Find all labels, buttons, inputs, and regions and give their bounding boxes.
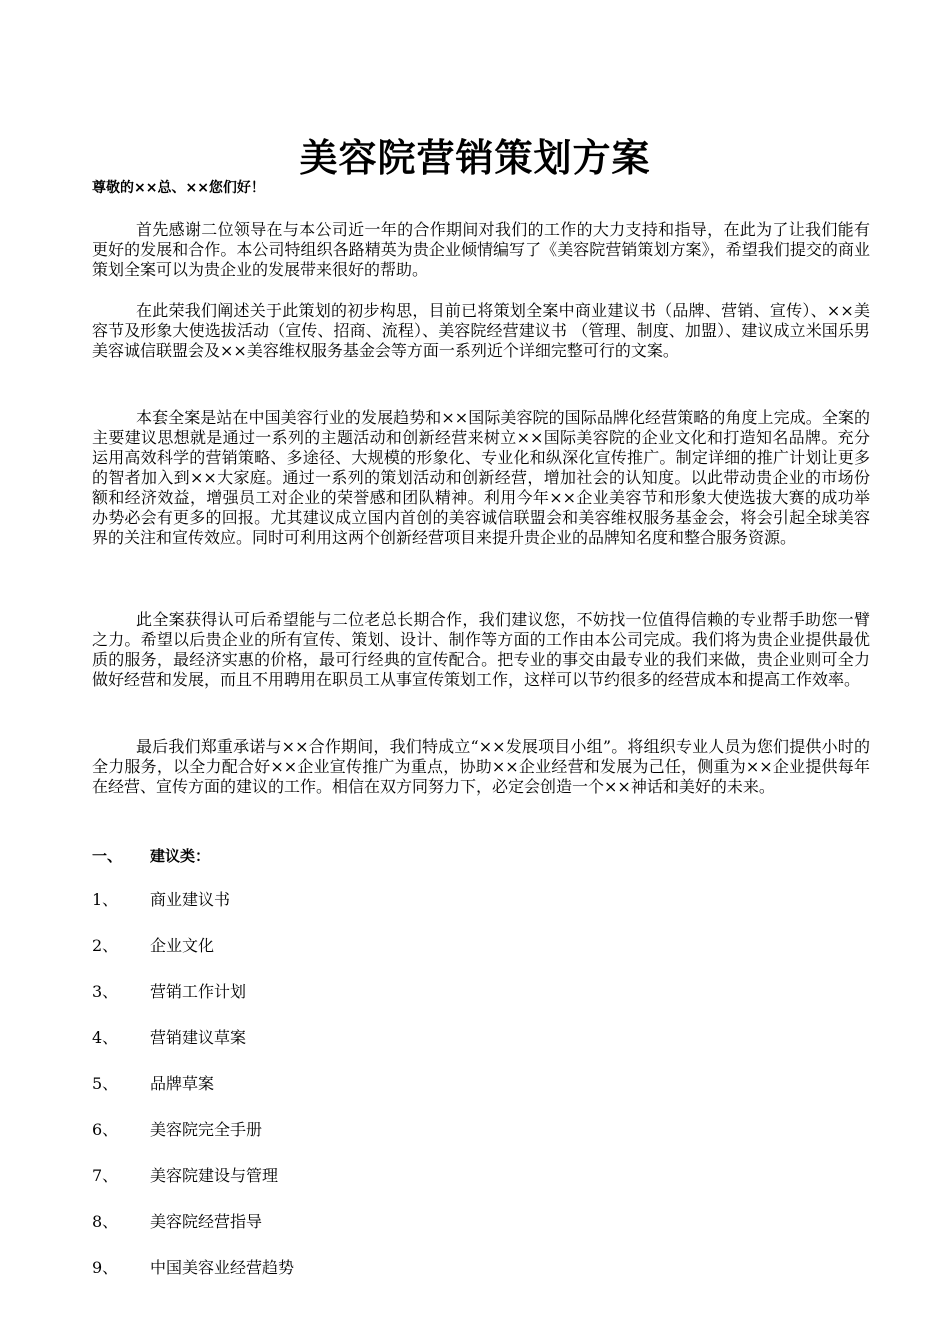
list-item-label: 中国美容业经营趋势 (150, 1258, 295, 1277)
list-item-label: 商业建议书 (150, 890, 231, 909)
list-item-number: 3、 (92, 982, 119, 1001)
section-label: 建议类： (150, 847, 211, 865)
list-item-label: 营销建议草案 (150, 1028, 247, 1047)
document-title: 美容院营销策划方案 (299, 136, 651, 181)
list-item-number: 7、 (92, 1166, 119, 1185)
list-item (92, 1120, 294, 1166)
list-item-label: 营销工作计划 (150, 982, 247, 1001)
list-item-number: 1、 (92, 890, 119, 909)
list-item (92, 1166, 294, 1212)
list-item-number: 2、 (92, 936, 119, 955)
list-item-number: 6、 (92, 1120, 119, 1139)
section-heading (92, 846, 210, 866)
list-item (92, 936, 294, 982)
list-item (92, 982, 294, 1028)
list-item-label: 美容院完全手册 (150, 1120, 263, 1139)
list-item-label: 美容院建设与管理 (150, 1166, 279, 1185)
list-item-label: 品牌草案 (150, 1074, 215, 1093)
paragraph: 此全案获得认可后希望能与二位老总长期合作，我们建议您，不妨找一位值得信赖的专业帮手助您一臂之力。希望以后贵企业的所有宣传、策划、设计、制作等方面的工作由本公司完成。我们将为贵企业提供最优质的服务，最经济实惠的价格，最可行经典的宣传配合。把专业的事交由最专业的我们来做，贵企业则可全力做好经营和发展，而且不用聘用在职员工从事宣传策划工作，这样可以节约很多的经营成本和提高工作效率。 (92, 610, 870, 689)
list-item (92, 1074, 294, 1120)
suggestion-list (92, 890, 294, 1304)
paragraph: 最后我们郑重承诺与××合作期间，我们特成立“××发展项目小组”。将组织专业人员为您们提供小时的全力服务，以全力配合好××企业宣传推广为重点，协助××企业经营和发展为己任，侧重为××企业提供每年在经营、宣传方面的建议的工作。相信在双方同努力下，必定会创造一个××神话和美好的未来。 (92, 737, 870, 796)
list-item-number: 8、 (92, 1212, 119, 1231)
list-item-label: 美容院经营指导 (150, 1212, 263, 1231)
list-item (92, 1258, 294, 1304)
paragraph: 首先感谢二位领导在与本公司近一年的合作期间对我们的工作的大力支持和指导，在此为了让我们能有更好的发展和合作。本公司特组织各路精英为贵企业倾情编写了《美容院营销策划方案》，希望我们提交的商业策划全案可以为贵企业的发展带来很好的帮助。 (92, 220, 870, 279)
paragraph: 本套全案是站在中国美容行业的发展趋势和××国际美容院的国际品牌化经营策略的角度上完成。全案的主要建议思想就是通过一系列的主题活动和创新经营来树立××国际美容院的企业文化和打造知名品牌。充分运用高效科学的营销策略、多途径、大规模的形象化、专业化和纵深化宣传推广。制定详细的推广计划让更多的智者加入到××大家庭。通过一系列的策划活动和创新经营，增加社会的认知度。以此带动贵企业的市场份额和经济效益，增强员工对企业的荣誉感和团队精神。利用今年××企业美容节和形象大使选拔大赛的成功举办势必会有更多的回报。尤其建议成立国内首创的美容诚信联盟会和美容维权服务基金会，将会引起全球美容界的关注和宣传效应。同时可利用这两个创新经营项目来提升贵企业的品牌知名度和整合服务资源。 (92, 408, 870, 547)
list-item (92, 1212, 294, 1258)
list-item-number: 4、 (92, 1028, 119, 1047)
section-number: 一、 (92, 847, 123, 865)
greeting: 尊敬的××总、××您们好！ (92, 180, 265, 196)
list-item (92, 890, 294, 936)
list-item-number: 9、 (92, 1258, 119, 1277)
list-item-label: 企业文化 (150, 936, 215, 955)
list-item-number: 5、 (92, 1074, 119, 1093)
paragraph: 在此荣我们阐述关于此策划的初步构思，目前已将策划全案中商业建议书（品牌、营销、宣传）、××美容节及形象大使选拔活动（宣传、招商、流程）、美容院经营建议书 （管理、制度、加盟）、建议成立米国乐男美容诚信联盟会及××美容维权服务基金会等方面一系列近个详细完整可行的文案。 (92, 301, 870, 360)
list-item (92, 1028, 294, 1074)
